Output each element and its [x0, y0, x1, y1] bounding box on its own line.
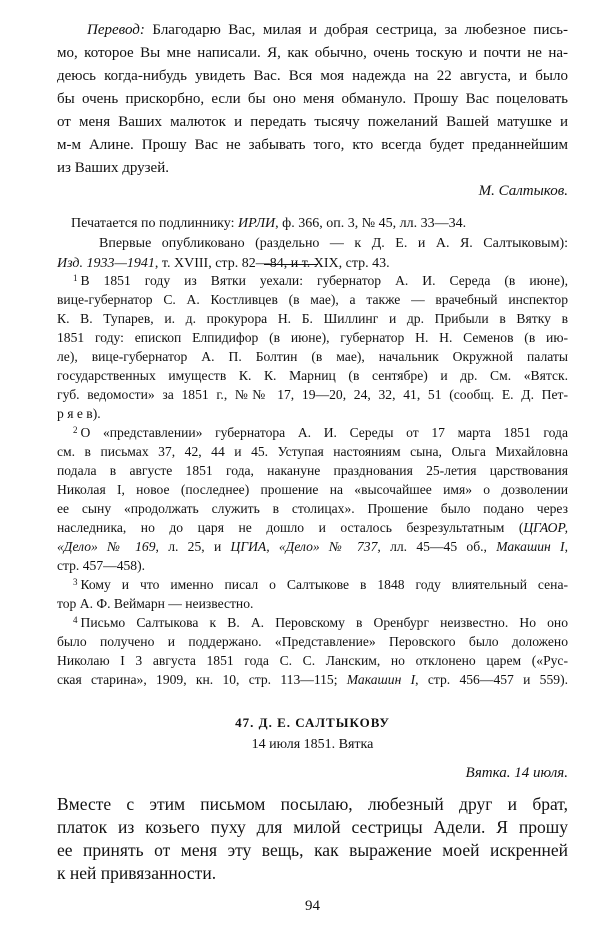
section-divider — [264, 264, 318, 265]
source-line: Впервые опубликовано (раздельно — к Д. Е. и А. Я. Салтыковым): — [99, 236, 568, 251]
translation-signature: М. Салтыков. — [478, 183, 568, 199]
footnote-line: государственных имуществ К. К. Марниц (в сентябре) и др. См. «Вятск. — [57, 368, 568, 383]
footnote-line: подала в августе 1851 года, накануне празднования 25-летия царствования — [57, 463, 568, 478]
source-line: Печатается по подлиннику: ИРЛИ, ф. 366, оп. 3, № 45, лл. 33—34. — [57, 216, 467, 231]
footnote-line: 1851 году: епископ Елпидифор (в июне), губернатор Н. Н. Семенов (в ию- — [57, 330, 568, 345]
footnote-line: Николая I, новое (последнее) прошение на «высочайшее имя» о дозволении — [57, 482, 568, 497]
translation-line: из Ваших друзей. — [57, 160, 169, 176]
footnote-line: $^4$ Письмо Салтыкова к В. А. Перовскому в Оренбург неизвестно. Но оно — [73, 615, 568, 630]
source-line: Изд. 1933—1941, т. XVIII, стр. 82—84, и т. XIX, стр. 43. — [57, 256, 390, 271]
letter-heading: 47. Д. Е. САЛТЫКОВУ — [235, 715, 390, 730]
translation-line: мо, которое Вы мне написали. Я, как обычно, очень тоскую и почти не на- — [57, 45, 568, 61]
translation-line — [57, 23, 568, 38]
footnote-line: ле), вице-губернатор А. П. Болтин (в мае), начальник Окружной палаты — [57, 349, 568, 364]
letter-body-line: Вместе с этим письмом посылаю, любезный друг и брат, — [57, 794, 568, 814]
footnote-line: было получено и поддержано. «Представление» Перовского было доложено — [57, 634, 568, 649]
footnote-line: ская старина», 1909, кн. 10, стр. 113—115; Макашин I, стр. 456—457 и 559). — [57, 672, 568, 687]
footnote-line: $^1$ В 1851 году из Вятки уехали: губернатор А. И. Середа (в июне), — [73, 273, 568, 288]
footnote-line: стр. 457—458). — [57, 558, 146, 573]
footnote-line: наследника, но до царя не дошло и осталось безрезультатным (ЦГАОР, — [57, 520, 568, 535]
footnote-line: тор А. Ф. Веймарн — неизвестно. — [57, 596, 254, 611]
footnote-line: см. в письмах 37, 42, 44 и 45. Уступая настояниям сына, Ольга Михайловна — [57, 444, 568, 459]
footnote-line: $^3$ Кому и что именно писал о Салтыкове в 1848 году влиятельный сена- — [73, 577, 568, 592]
letter-place-date: Вятка. 14 июля. — [465, 765, 568, 781]
translation-label: Перевод: — [57, 22, 145, 38]
letter-date-line: 14 июля 1851. Вятка — [251, 737, 374, 752]
footnote-line: Николаю I 3 августа 1851 года С. С. Ланским, но отклонено царем («Рус- — [57, 653, 568, 668]
translation-line: м-м Алине. Прошу Вас не забывать того, кто всегда будет преданнейшим — [57, 137, 568, 153]
footnote-line: «Дело» № 169, л. 25, и ЦГИА, «Дело» № 737, лл. 45—45 об., Макашин I, — [57, 539, 568, 554]
translation-line: бы очень прискорбно, если бы оно меня обмануло. Прошу Вас поцеловать — [57, 91, 568, 107]
translation-line: деюсь когда-нибудь увидеть Вас. Вся моя надежда на 22 августа, и было — [57, 68, 568, 84]
letter-body-line: к ней привязанности. — [57, 863, 217, 883]
translation-line-rest: Благодарю Вас, милая и добрая сестрица, за любезное пись- — [144, 22, 568, 38]
footnote-line: К. В. Тупарев, и. д. прокурора Н. Б. Шиллинг и др. Прибыли в Вятку в — [57, 311, 568, 326]
footnote-line: губ. ведомости» за 1851 г., №№ 17, 19—20, 24, 32, 41, 51 (сообщ. Е. Д. Пет- — [57, 387, 568, 402]
footnote-line: $^2$ О «представлении» губернатора А. И. Середы от 17 марта 1851 года — [73, 425, 568, 440]
footnote-line: ее сыну «продолжать служить в столицах». Прошение было подано через — [57, 501, 568, 516]
translation-line: от меня Ваших малюток и передать тысячу пожеланий Вашей матушке и — [57, 114, 568, 130]
footnote-line: р я е в). — [57, 406, 101, 421]
page-number: 94 — [305, 898, 320, 914]
letter-body-line: платок из козьего пуху для милой сестрицы Адели. Я прошу — [57, 817, 568, 837]
footnote-line: вице-губернатор С. А. Костливцев (в мае), а также — врачебный инспектор — [57, 292, 568, 307]
letter-body-line: ее принять от меня эту вещь, как выражение моей искренней — [57, 840, 568, 860]
